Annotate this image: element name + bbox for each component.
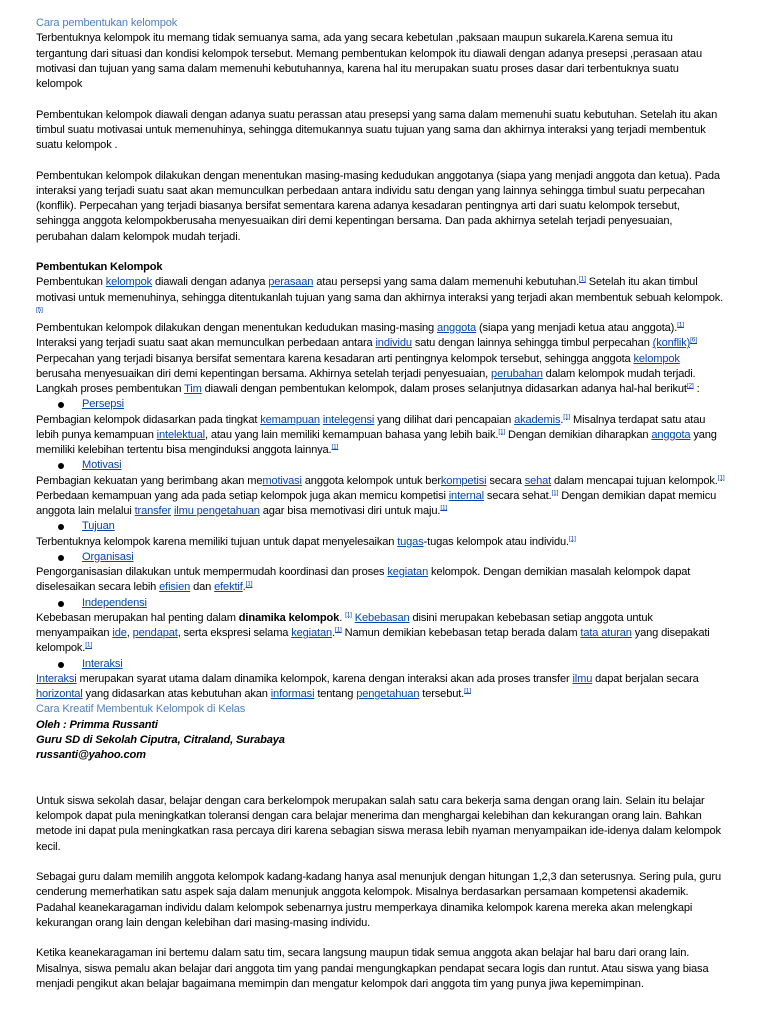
citation-ref[interactable]: [1] (563, 412, 571, 420)
link-kelompok[interactable]: kelompok (105, 276, 153, 289)
citation-ref[interactable]: [1] (331, 443, 339, 451)
author-role: Guru SD di Sekolah Ciputra, Citraland, Surabaya (36, 733, 285, 746)
link-tim[interactable]: Tim (184, 383, 202, 395)
link-kemampuan[interactable]: kemampuan (260, 413, 320, 426)
link-tujuan[interactable]: Tujuan (82, 520, 115, 533)
link-ide[interactable]: ide (112, 627, 127, 639)
link-tugas[interactable]: tugas (397, 535, 424, 548)
paragraph: Kebebasan merupakan hal penting dalam dinamika kelompok. [1] Kebebasan disini merupakan kebebasan setiap anggota untuk menyampaikan ide, pendapat, serta ekspresi selama kegiatan.[1] Namun demikian kebebasan tetap berada dalam tata aturan yang disepakati kelompok.[1] (36, 611, 710, 655)
paragraph: Pembentukan kelompok diawali dengan adanya perasaan atau persepsi yang sama dalam memenuhi kebutuhan.[1] Setelah itu akan timbul motivasi untuk memenuhinya, sehingga ditentukanlah tujuan yang sama dan akhirnya interaksi yang terjadi akan membentuk sebuah kelompok.[5] (36, 275, 724, 314)
link-kelompok[interactable]: kelompok (633, 352, 680, 365)
bullet-dot-icon (58, 402, 64, 408)
link-interaksi[interactable]: Interaksi (82, 657, 123, 670)
link-persepsi[interactable]: Persepsi (82, 398, 124, 411)
link-perubahan[interactable]: perubahan (491, 367, 543, 380)
paragraph: Pengorganisasian dilakukan untuk mempermudah koordinasi dan proses kegiatan kelompok. Dengan demikian masalah kelompok dapat diselesaikan secara lebih efisien dan efektif.[1] (36, 566, 691, 594)
document-page (36, 16, 726, 992)
link-konflik[interactable]: (konflik) (652, 337, 691, 350)
link-sehat[interactable]: sehat (524, 474, 552, 487)
citation-ref[interactable]: [6] (690, 336, 697, 344)
link-ilmu-pengetahuan[interactable]: ilmu pengetahuan (173, 505, 260, 517)
paragraph: Interaksi merupakan syarat utama dalam dinamika kelompok, karena dengan interaksi akan ada proses transfer ilmu dapat berjalan secara horizontal yang didasarkan atas kebutuhan akan informasi tentang pengetahuan tersebut.[1] (36, 672, 699, 700)
link-anggota[interactable]: anggota (437, 322, 477, 334)
citation-ref[interactable]: [1] (85, 641, 92, 649)
link-intelegensi[interactable]: intelegensi (322, 413, 375, 426)
link-motivasi[interactable]: Motivasi (82, 459, 122, 472)
citation-ref[interactable]: [5] (36, 306, 43, 314)
bullet-dot-icon (58, 463, 64, 469)
link-kebebasan[interactable]: Kebebasan (354, 611, 410, 624)
section-title-cara-pembentukan: Cara pembentukan kelompok (36, 17, 178, 29)
author-line: Oleh : Primma Russanti (36, 718, 158, 731)
paragraph: Pembentukan kelompok dilakukan dengan menentukan kedudukan masing-masing anggota (siapa yang menjadi ketua atau anggota).[1] (36, 321, 684, 334)
link-anggota[interactable]: anggota (651, 428, 691, 441)
bullet-item-persepsi (36, 397, 726, 412)
link-efektif[interactable]: efektif (214, 581, 243, 594)
link-efisien[interactable]: efisien (159, 581, 191, 594)
citation-ref[interactable]: [1] (568, 534, 576, 542)
link-interaksi[interactable]: Interaksi (36, 672, 77, 685)
paragraph: Pembentukan kelompok diawali dengan adanya suatu perassan atau presepsi yang sama dalam memenuhi suatu kebutuhan. Setelah itu akan timbul suatu motivasai untuk memenuhinya, sehingga ditemukannya suatu tujuan yang sama dan akhirnya interaksi yang terjadi membentuk suatu kelompok . (36, 108, 718, 151)
link-tata-aturan[interactable]: tata aturan (580, 627, 632, 639)
citation-ref[interactable]: [1] (677, 321, 684, 329)
bullet-item-interaksi (36, 657, 726, 672)
link-kegiatan[interactable]: kegiatan (291, 627, 332, 639)
paragraph: Pembentukan kelompok dilakukan dengan menentukan masing-masing kedudukan anggotanya (siapa yang menjadi anggota dan ketua). Pada interaksi yang terjadi suatu saat akan memunculkan perbedaan antara individu satu dengan yang lainnya sehingga timbul suatu perpecahan (konflik). Perpecahan yang terjadi biasanya bersifat sementara karena adanya kesadaran pentingnya arti dari suatu kelompok tersebut, sehingga anggota kelompokberusaha menyesuaikan diri demi kepentingan bersama. Dan pada akhirnya setelah terjadi penyesuaian, perubahan dalam kelompok mudah terjadi. (36, 169, 720, 243)
paragraph: Pembagian kelompok didasarkan pada tingkat kemampuan intelegensi yang dilihat dari pencapaian akademis.[1] Misalnya terdapat satu atau lebih punya kemampuan intelektual, atau yang lain memiliki kemampuan bahasa yang lebih baik.[1] Dengan demikian diharapkan anggota yang memiliki kelebihan tertentu bisa menginduksi anggota lainnya.[1] (36, 412, 717, 456)
citation-ref[interactable]: [1] (334, 626, 342, 634)
citation-ref[interactable]: [1] (464, 687, 471, 695)
link-horizontal[interactable]: horizontal (36, 688, 83, 700)
link-organisasi[interactable]: Organisasi (82, 550, 134, 563)
bullet-item-tujuan (36, 519, 726, 534)
link-kompetisi[interactable]: kompetisi (440, 474, 487, 487)
paragraph: Langkah proses pembentukan Tim diawali dengan pembentukan kelompok, dalam proses selanjutnya didasarkan adanya hal-hal berikut[2] : (36, 382, 700, 395)
link-individu[interactable]: individu (375, 337, 412, 350)
paragraph: Pembagian kekuatan yang berimbang akan memotivasi anggota kelompok untuk berkompetisi secara sehat dalam mencapai tujuan kelompok.[1] Perbedaan kemampuan yang ada pada setiap kelompok juga akan memicu kompetisi internal secara sehat.[1] Dengan demikian dapat memicu anggota lain melalui transfer ilmu pengetahuan agar bisa memotivasi diri untuk maju.[1] (36, 473, 725, 517)
link-kegiatan[interactable]: kegiatan (387, 566, 429, 578)
link-intelektual[interactable]: intelektual (156, 428, 205, 441)
section-title-cara-kreatif: Cara Kreatif Membentuk Kelompok di Kelas (36, 703, 246, 716)
link-ilmu[interactable]: ilmu (572, 672, 593, 685)
bullet-item-motivasi (36, 458, 726, 473)
link-transfer[interactable]: transfer (134, 505, 172, 517)
link-akademis[interactable]: akademis (514, 413, 561, 426)
bullet-dot-icon (58, 601, 64, 607)
link-internal[interactable]: internal (448, 489, 484, 502)
link-informasi[interactable]: informasi (270, 688, 315, 700)
bullet-item-organisasi (36, 550, 726, 565)
bullet-dot-icon (58, 555, 64, 561)
bullet-dot-icon (58, 662, 64, 668)
paragraph: Interaksi yang terjadi suatu saat akan memunculkan perbedaan antara individu satu dengan lainnya sehingga timbul perpecahan (konflik)[6] Perpecahan yang terjadi bisanya bersifat sementara karena kesadaran arti pentingnya kelompok tersebut, sehingga anggota kelompok berusaha menyesuaikan diri demi kepentingan bersama. Akhirnya setelah terjadi penyesuaian, perubahan dalam kelompok mudah terjadi. (36, 336, 697, 380)
paragraph: Untuk siswa sekolah dasar, belajar dengan cara berkelompok merupakan salah satu cara bekerja sama dengan orang lain. Selain itu belajar kelompok dapat pula meningkatkan toleransi dengan cara belajar menerima dan menghargai kelebihan dan kekurangan orang lain. Bahkan metode ini dapat pula meningkatkan rasa percaya diri karena sebagian siswa merasa lebih nyaman menyampaikan ide-idenya dalam kelompok kecil. (36, 794, 721, 853)
paragraph: Ketika keanekaragaman ini bertemu dalam satu tim, secara langsung maupun tidak semua anggota akan belajar hal baru dari orang lain. Misalnya, siswa pemalu akan belajar dari anggota tim yang pandai mengungkapkan pendapat secara logis dan runtut. Atau siswa yang biasa menjadi pengikut akan belajar bagaimana memimpin dan mengatur kelompok dari anggota tim yang punya jiwa kepemimpinan. (36, 947, 709, 990)
citation-ref[interactable]: [1] (717, 473, 725, 481)
link-perasaan[interactable]: perasaan (268, 276, 314, 289)
link-independensi[interactable]: Independensi (82, 596, 147, 609)
paragraph: Terbentuknya kelompok itu memang tidak semuanya sama, ada yang secara kebetulan ,paksaan maupun sukarela.Karena semua itu tergantung dari situasi dan kondisi kelompok tersebut. Memang pembentukan kelompok itu diawali dengan adanya presepsi ,perasaan atau motivasi dan tujuan yang sama dalam memenuhi kebutuhannya, karena hal itu merupakan suatu proses dasar dari terbentuknya suatu kelompok (36, 32, 702, 90)
citation-ref[interactable]: [1] (498, 428, 506, 436)
link-pendapat[interactable]: pendapat (132, 627, 178, 639)
citation-ref[interactable]: [1] (245, 580, 253, 588)
paragraph: Terbentuknya kelompok karena memiliki tujuan untuk dapat menyelesaikan tugas-tugas kelompok atau individu.[1] (36, 534, 576, 548)
author-email: russanti@yahoo.com (36, 749, 146, 761)
section-title-pembentukan-kelompok: Pembentukan Kelompok (36, 261, 163, 273)
citation-ref[interactable]: [1] (440, 504, 448, 512)
citation-ref[interactable]: [1] (551, 489, 559, 497)
paragraph: Sebagai guru dalam memilih anggota kelompok kadang-kadang hanya asal menunjuk dengan hitungan 1,2,3 dan seterusnya. Sering pula, guru cenderung memerhatikan satu aspek saja dalam menunjuk anggota kelompok. Misalnya berdasarkan persamaan kompetensi akademik. Padahal keanekaragaman individu dalam kelompok sebenarnya justru memperkaya dinamika kelompok karena mereka akan melengkapi kekurangan orang lain dengan kelebihan dari masing-masing individu. (36, 871, 721, 929)
citation-ref[interactable]: [1] (345, 611, 352, 619)
citation-ref[interactable]: [2] (686, 382, 694, 390)
citation-ref[interactable]: [1] (579, 275, 586, 283)
link-motivasi[interactable]: motivasi (262, 474, 302, 487)
bullet-dot-icon (58, 524, 64, 530)
link-pengetahuan[interactable]: pengetahuan (356, 688, 420, 700)
bullet-item-independensi (36, 596, 726, 611)
